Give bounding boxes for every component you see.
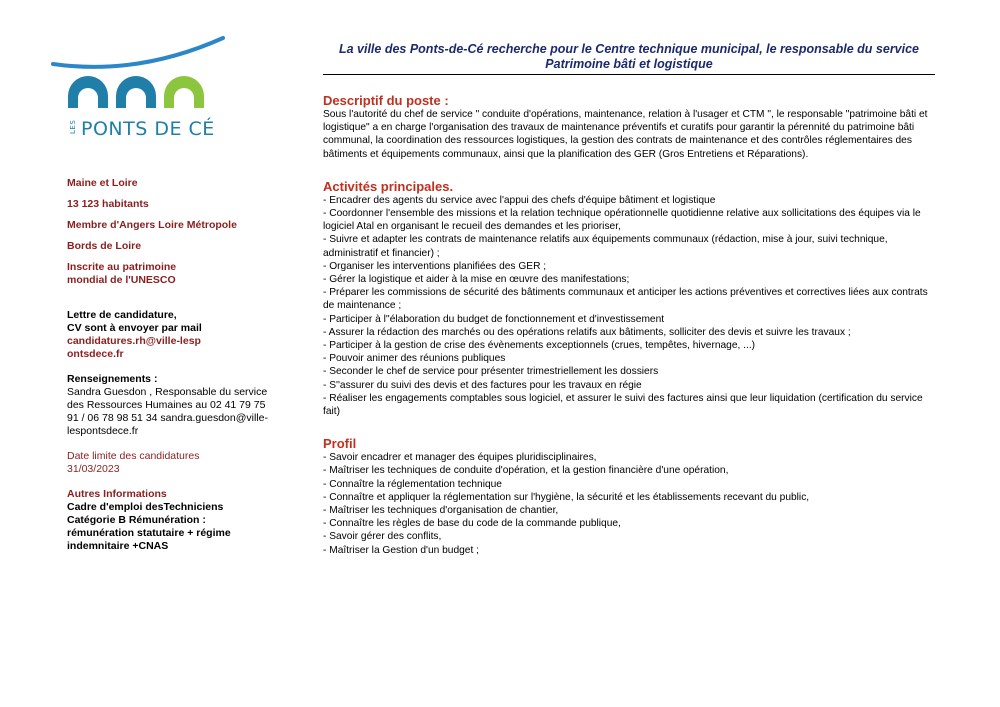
- activites-heading: Activités principales.: [323, 178, 454, 194]
- list-item: - Maîtriser les techniques de conduite d'opération, et la gestion financière d'une opération,: [323, 465, 729, 477]
- list-item: - Assurer la rédaction des marchés ou des opérations relatifs aux bâtiments, solliciter des devis et suivre les travaux ;: [323, 326, 851, 338]
- info-heading: Renseignements :: [67, 373, 158, 385]
- list-item: - Organiser les interventions planifiées des GER ;: [323, 260, 547, 272]
- list-item: - Participer à la gestion de crise des évènements exceptionnels (crues, tempêtes, hivernage, ...): [323, 340, 756, 352]
- list-item: - Réaliser les engagements comptables sous logiciel, et assurer le suivi des factures ainsi que leur liquidation (certification du service fait): [323, 392, 923, 418]
- application-block: [67, 309, 287, 361]
- descriptif-heading: Descriptif du poste :: [323, 93, 449, 108]
- list-item: - Encadrer des agents du service avec l'appui des chefs d'équipe bâtiment et logistique: [323, 194, 716, 206]
- fact-unesco: Inscrite au patrimoine mondial de l'UNESCO: [67, 261, 177, 286]
- logo-wordmark: [68, 118, 215, 140]
- deadline-date: 31/03/2023: [67, 463, 120, 475]
- fact-membership: Membre d'Angers Loire Métropole: [67, 219, 237, 231]
- list-item: - Préparer les commissions de sécurité des bâtiments communaux et anticiper les actions préventives et correctives liées aux contrats de maintenance ;: [323, 287, 928, 312]
- deadline-block: [67, 450, 287, 476]
- list-item: - Pouvoir animer des réunions publiques: [323, 353, 506, 365]
- list-item: - Connaître la réglementation technique: [323, 478, 502, 490]
- list-item: - Coordonner l'ensemble des missions et la relation technique opérationnelle quotidienne relative aux sollicitations des équipes via le logiciel Atal en organisant le recueil des demandes et les prioriser,: [323, 208, 921, 233]
- page-title: La ville des Ponts-de-Cé recherche pour le Centre technique municipal, le responsable du service Patrimoine bâti et logistique: [323, 42, 935, 75]
- list-item: - Connaître et appliquer la réglementation sur l'hygiène, la sécurité et les établissements recevant du public,: [323, 491, 810, 503]
- other-info-text: Cadre d'emploi desTechniciens Catégorie B Rémunération : rémunération statutaire + régime indemnitaire +CNAS: [67, 501, 231, 552]
- info-block: [67, 373, 287, 438]
- list-item: - Seconder le chef de service pour présenter trimestriellement les dossiers: [323, 366, 659, 378]
- deadline-label: Date limite des candidatures: [67, 450, 200, 462]
- main-content: [323, 42, 935, 557]
- application-email-link[interactable]: candidatures.rh@ville-lespontsdece.fr: [67, 335, 201, 360]
- list-item: - Savoir encadrer et manager des équipes pluridisciplinaires,: [323, 452, 597, 464]
- descriptif-text: Sous l'autorité du chef de service " conduite d'opérations, maintenance, relation à l'usager et CTM ", le responsable "patrimoine bâti et logistique" a en charge l'organisation des travaux de maintenance préventifs et curatifs pour garantir la pérennité du patrimoine bâti communal, la coordination des ressources logistiques, la gestion des contrats de maintenance et des contrôles réglementaires des bâtiments et équipements communaux, ainsi que la planification des GER (Gros Entretiens et Réparations).: [323, 109, 928, 160]
- application-line1: Lettre de candidature,: [67, 309, 177, 321]
- profil-list: [323, 451, 935, 557]
- logo-text: PONTS DE CÉ: [81, 118, 215, 140]
- list-item: - Suivre et adapter les contrats de maintenance relatifs aux équipements communaux (rédaction, mise à jour, suivi technique, administratif et financier) ;: [323, 234, 888, 259]
- sidebar: [67, 177, 287, 553]
- application-line2: CV sont à envoyer par mail: [67, 322, 202, 334]
- fact-location: Bords de Loire: [67, 240, 142, 252]
- activites-list: [323, 194, 935, 418]
- list-item: - Maîtriser les techniques d'organisation de chantier,: [323, 505, 559, 517]
- fact-population: 13 123 habitants: [67, 198, 149, 210]
- logo-small-text: LES: [69, 119, 77, 134]
- list-item: - Gérer la logistique et aider à la mise en œuvre des manifestations;: [323, 274, 630, 286]
- list-item: - Maîtriser la Gestion d'un budget ;: [323, 544, 479, 556]
- other-info-block: [67, 488, 287, 553]
- other-info-heading: Autres Informations: [67, 488, 167, 500]
- fact-department: Maine et Loire: [67, 177, 138, 189]
- list-item: - S''assurer du suivi des devis et des factures pour les travaux en régie: [323, 379, 642, 391]
- list-item: - Connaître les règles de base du code de la commande publique,: [323, 518, 621, 530]
- list-item: - Participer à l''élaboration du budget de fonctionnement et d'investissement: [323, 313, 665, 325]
- profil-heading: Profil: [323, 436, 357, 452]
- list-item: - Savoir gérer des conflits,: [323, 531, 442, 543]
- info-text: Sandra Guesdon , Responsable du service des Ressources Humaines au 02 41 79 75 91 / 06 78 98 51 34 sandra.guesdon@ville-lespontsdece.fr: [67, 386, 268, 437]
